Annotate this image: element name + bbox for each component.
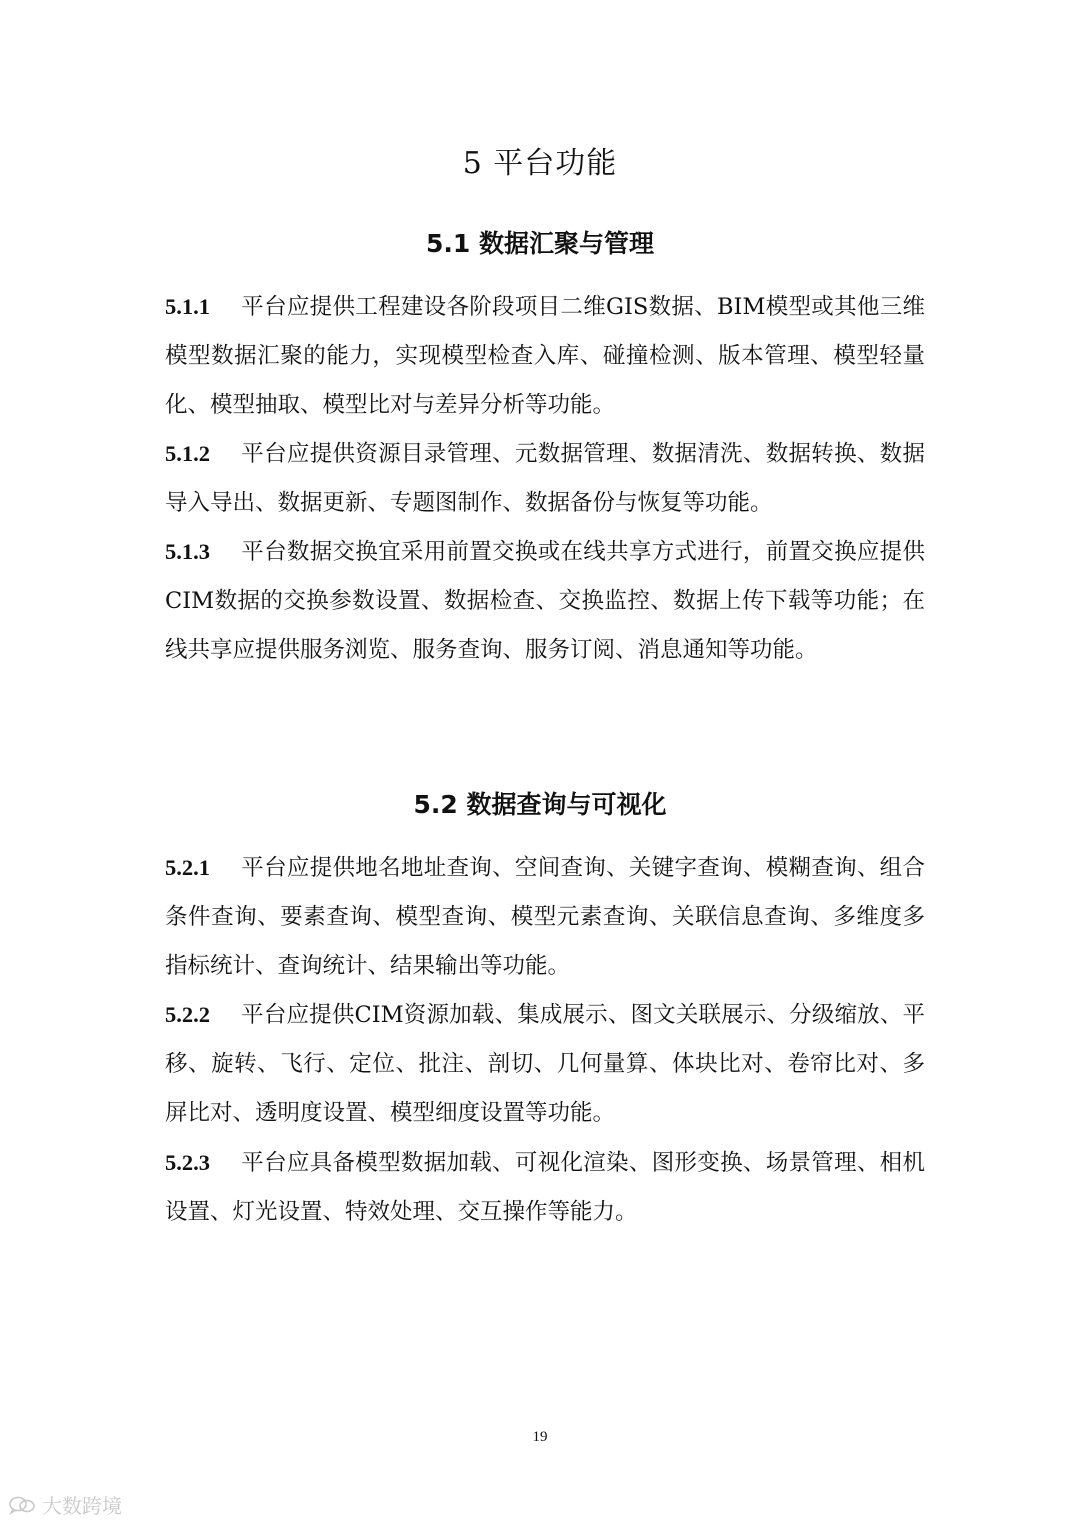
- chapter-title: 5 平台功能: [462, 146, 618, 181]
- clause-text: 平台应提供地名地址查询、空间查询、关键字查询、模糊查询、组合条件查询、要素查询、模型查询、模型元素查询、关联信息查询、多维度多指标统计、查询统计、结果输出等功能。: [165, 855, 925, 979]
- page-number: 19: [532, 1429, 548, 1445]
- clause-text: 平台数据交换宜采用前置交换或在线共享方式进行，前置交换应提供CIM数据的交换参数设置、数据检查、交换监控、数据上传下载等功能；在线共享应提供服务浏览、服务查询、服务订阅、消息通知等功能。: [165, 539, 925, 663]
- clause-number: 5.1.3: [165, 539, 210, 564]
- clause-5-2-3: [165, 1138, 925, 1237]
- clause-text: 平台应提供工程建设各阶段项目二维GIS数据、BIM模型或其他三维模型数据汇聚的能力，实现模型检查入库、碰撞检测、版本管理、模型轻量化、模型抽取、模型比对与差异分析等功能。: [165, 294, 925, 418]
- clause-5-2-2: [165, 990, 925, 1138]
- watermark-text: 大数跨境: [42, 1494, 122, 1518]
- section-title-5-1: 5.1 数据汇聚与管理: [426, 229, 654, 258]
- clause-number: 5.2.1: [165, 855, 210, 880]
- clause-number: 5.2.2: [165, 1002, 210, 1027]
- clause-5-1-1: [165, 282, 925, 430]
- clause-text: 平台应具备模型数据加载、可视化渲染、图形变换、场景管理、相机设置、灯光设置、特效处理、交互操作等能力。: [165, 1150, 925, 1225]
- clause-number: 5.1.1: [165, 294, 210, 319]
- watermark: [8, 1490, 122, 1519]
- clause-text: 平台应提供CIM资源加载、集成展示、图文关联展示、分级缩放、平移、旋转、飞行、定位、批注、剖切、几何量算、体块比对、卷帘比对、多屏比对、透明度设置、模型细度设置等功能。: [165, 1002, 925, 1126]
- chat-bubbles-icon: [8, 1495, 36, 1515]
- section-title-5-2: 5.2 数据查询与可视化: [413, 790, 667, 819]
- clause-number: 5.1.2: [165, 441, 210, 466]
- clause-5-1-2: [165, 429, 925, 528]
- clause-5-1-3: [165, 527, 925, 675]
- clause-text: 平台应提供资源目录管理、元数据管理、数据清洗、数据转换、数据导入导出、数据更新、专题图制作、数据备份与恢复等功能。: [165, 441, 925, 516]
- clause-5-2-1: [165, 843, 925, 991]
- clause-number: 5.2.3: [165, 1150, 210, 1175]
